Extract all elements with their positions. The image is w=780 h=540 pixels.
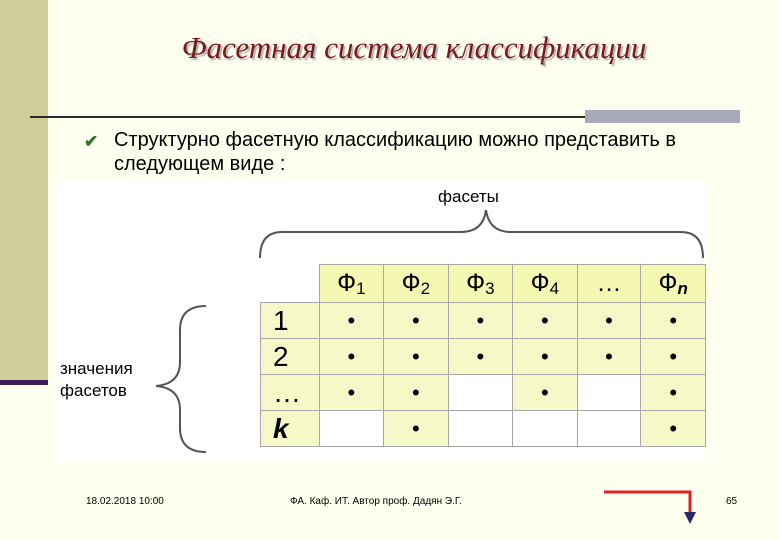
page-number: 65: [726, 496, 738, 507]
table-row: [261, 303, 706, 339]
table-row: [261, 411, 706, 447]
facets-label: фасеты: [438, 187, 499, 206]
table-cell: •: [448, 303, 512, 339]
slide-title: Фасетная система классификации: [181, 30, 647, 65]
table-cell: •: [577, 303, 641, 339]
table-cell: [319, 411, 383, 447]
values-label: значения фасетов: [60, 359, 133, 400]
table-cell: [448, 375, 512, 411]
table-cell: [577, 411, 641, 447]
next-slide-arrow-icon[interactable]: [600, 488, 700, 528]
table-cell: •: [577, 339, 641, 375]
table-cell: •: [641, 303, 706, 339]
table-cell: •: [641, 375, 706, 411]
table-cell: •: [513, 339, 577, 375]
table-cell: •: [384, 303, 448, 339]
facet-header-2: $Ф_2$: [384, 265, 448, 303]
table-cell: •: [319, 375, 383, 411]
left-accent-bar: [0, 0, 48, 385]
table-cell: •: [641, 339, 706, 375]
table-cell: •: [448, 339, 512, 375]
table-cell: •: [384, 339, 448, 375]
table-cell: •: [513, 375, 577, 411]
row-label: k: [261, 411, 320, 447]
facet-header-3: $Ф_3$: [448, 265, 512, 303]
title-rule: [30, 116, 585, 118]
footer-date: 18.02.2018 10:00: [86, 496, 164, 507]
row-label: 2: [261, 339, 320, 375]
bullet-text: Структурно фасетную классификацию можно представить в следующем виде :: [114, 129, 677, 175]
facet-diagram: [56, 182, 706, 462]
facet-header-4: $Ф_4$: [513, 265, 577, 303]
facet-header-1: $Ф_1$: [319, 265, 383, 303]
facet-header-n: $Ф_n$: [641, 265, 706, 303]
table-cell: •: [513, 303, 577, 339]
table-corner: [261, 265, 320, 303]
table-cell: [448, 411, 512, 447]
row-label: …: [261, 375, 320, 411]
table-cell: •: [319, 303, 383, 339]
table-cell: [577, 375, 641, 411]
table-cell: •: [319, 339, 383, 375]
facets-brace: [260, 210, 703, 258]
values-brace: [156, 306, 206, 452]
row-label: 1: [261, 303, 320, 339]
table-cell: •: [384, 411, 448, 447]
header-row: [261, 265, 706, 303]
facet-table: [260, 264, 706, 447]
table-cell: •: [384, 375, 448, 411]
left-accent-bar-edge: [0, 380, 48, 385]
footer-author: ФА. Каф. ИТ. Автор проф. Дадян Э.Г.: [290, 496, 462, 507]
table-row: [261, 339, 706, 375]
table-cell: •: [641, 411, 706, 447]
table-cell: [513, 411, 577, 447]
checkmark-bullet-icon: ✔: [84, 132, 99, 151]
facet-header-ellipsis: …: [577, 265, 641, 303]
title-rule-accent: [585, 110, 740, 123]
table-row: [261, 375, 706, 411]
bullet-item: [86, 128, 706, 176]
